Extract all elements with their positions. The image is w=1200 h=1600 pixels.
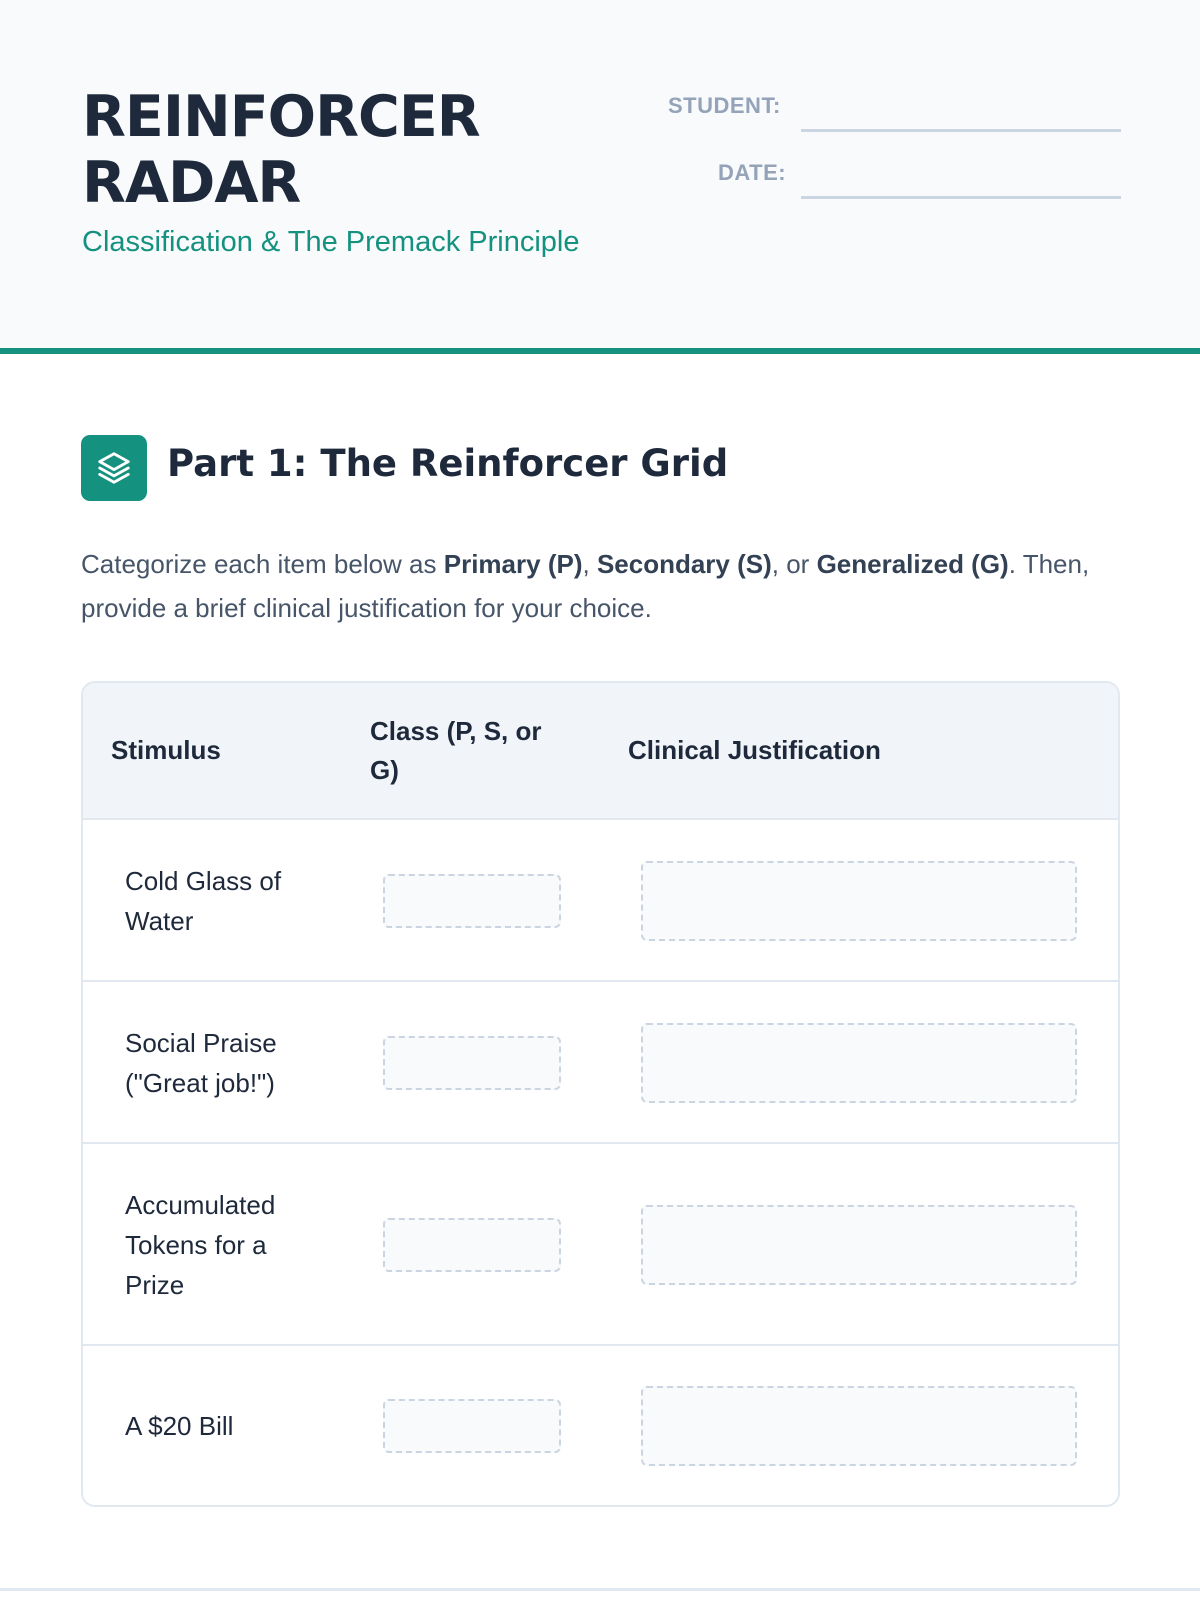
justification-input[interactable] — [641, 1386, 1077, 1466]
reinforcer-grid — [81, 681, 1120, 1507]
term-primary: Primary (P) — [443, 549, 583, 579]
stimulus-cell: Cold Glass of Water — [125, 866, 282, 936]
term-generalized: Generalized (G) — [816, 549, 1009, 579]
header-stimulus: Stimulus — [111, 735, 221, 765]
justification-input[interactable] — [641, 1023, 1077, 1103]
class-input[interactable] — [383, 874, 561, 928]
stimulus-cell: Social Praise ("Great job!") — [125, 1028, 277, 1098]
grid-header-row — [83, 683, 1118, 820]
instructions-prefix: Categorize each item below as — [81, 549, 444, 579]
class-input[interactable] — [383, 1036, 561, 1090]
class-input[interactable] — [383, 1218, 561, 1272]
justification-input[interactable] — [641, 1205, 1077, 1285]
header-class: Class (P, S, or G) — [370, 716, 542, 785]
term-secondary: Secondary (S) — [596, 549, 772, 579]
section-divider — [0, 1588, 1200, 1591]
instructions-separator: , — [582, 549, 597, 579]
stimulus-cell: A $20 Bill — [125, 1411, 234, 1441]
worksheet-subtitle: Classification & The Premack Principle — [82, 226, 580, 258]
header-justification: Clinical Justification — [628, 735, 881, 765]
table-row — [83, 820, 1118, 982]
student-label: STUDENT: — [668, 93, 781, 118]
justification-input[interactable] — [641, 861, 1077, 941]
class-input[interactable] — [383, 1399, 561, 1453]
table-row — [83, 1346, 1118, 1507]
worksheet-header — [0, 0, 1200, 354]
section-title: Part 1: The Reinforcer Grid — [167, 442, 729, 485]
worksheet-title — [82, 84, 480, 216]
title-line-2: RADAR — [82, 150, 301, 216]
stimulus-cell: Accumulated Tokens for a Prize — [125, 1190, 276, 1300]
instructions-separator: , or — [771, 549, 817, 579]
date-field[interactable] — [801, 196, 1121, 199]
date-label: DATE: — [718, 160, 787, 185]
student-name-field[interactable] — [801, 129, 1121, 132]
table-row — [83, 982, 1118, 1144]
instructions-text — [81, 542, 1141, 630]
instructions-suffix: . Then, provide a brief clinical justification for your choice. — [81, 549, 1090, 623]
layers-icon — [81, 435, 147, 501]
table-row — [83, 1144, 1118, 1346]
title-line-1: REINFORCER — [82, 84, 480, 150]
